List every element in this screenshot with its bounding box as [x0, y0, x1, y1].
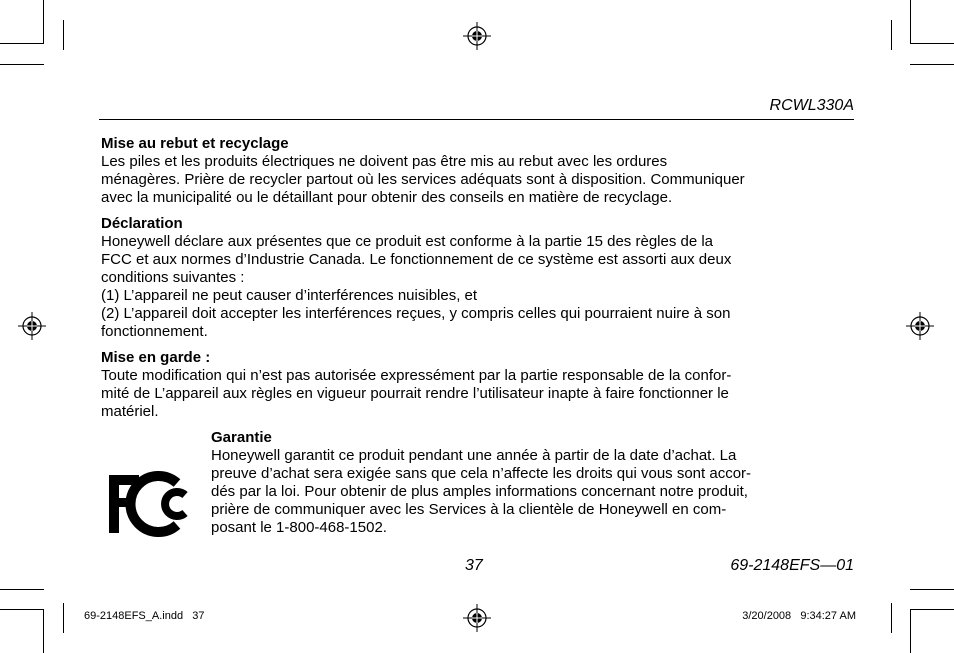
date-slug: 3/20/2008 9:34:27 AM [742, 610, 856, 622]
text-line: ménagères. Prière de recycler partout où les services adéquats sont à disposition. Communiquer [101, 171, 745, 188]
crop-mark [0, 64, 44, 65]
crop-mark [43, 609, 44, 653]
text-line: Toute modification qui n’est pas autorisée expressément par la partie responsable de la confor- [101, 367, 732, 384]
crop-mark [891, 20, 892, 50]
text-line: FCC et aux normes d’Industrie Canada. Le fonctionnement de ce système est assorti aux deux [101, 251, 732, 268]
section-declaration [101, 215, 861, 341]
text-line: (1) L’appareil ne peut causer d’interférences nuisibles, et [101, 287, 478, 304]
page-content [101, 135, 861, 547]
text-line: conditions suivantes : [101, 269, 245, 286]
registration-mark-icon [463, 604, 491, 632]
section-disposal [101, 135, 861, 207]
registration-mark-icon [906, 312, 934, 340]
text-line: avec la municipalité ou le détaillant pour obtenir des conseils en matière de recyclage. [101, 189, 673, 206]
file-slug: 69-2148EFS_A.indd 37 [84, 610, 205, 622]
section-heading: Garantie [211, 429, 272, 446]
crop-mark [910, 0, 911, 44]
crop-mark [0, 589, 44, 590]
text-line: preuve d’achat sera exigée sans que cela n’affecte les droits qui vous sont accor- [211, 465, 752, 482]
warranty-text [211, 429, 861, 537]
text-line: Les piles et les produits électriques ne doivent pas être mis au rebut avec les ordures [101, 153, 668, 170]
crop-mark [891, 603, 892, 633]
text-line: matériel. [101, 403, 159, 420]
document-number: 69-2148EFS—01 [730, 557, 854, 574]
crop-mark [910, 609, 911, 653]
section-heading: Mise en garde : [101, 349, 211, 366]
page-number: 37 [465, 557, 483, 574]
crop-mark [63, 603, 64, 633]
crop-mark [63, 20, 64, 50]
fcc-logo-icon [107, 469, 197, 539]
registration-mark-icon [463, 22, 491, 50]
text-line: prière de communiquer avec les Services à la clientèle de Honeywell en com- [211, 501, 727, 518]
text-line: posant le 1-800-468-1502. [211, 519, 387, 536]
section-heading: Mise au rebut et recyclage [101, 135, 289, 152]
section-warranty [101, 429, 861, 547]
model-number: RCWL330A [769, 97, 854, 114]
section-heading: Déclaration [101, 215, 183, 232]
header-rule [99, 119, 854, 120]
text-line: Honeywell déclare aux présentes que ce produit est conforme à la partie 15 des règles de la [101, 233, 714, 250]
crop-mark [910, 43, 954, 44]
text-line: dés par la loi. Pour obtenir de plus amples informations concernant notre produit, [211, 483, 748, 500]
text-line: Honeywell garantit ce produit pendant une année à partir de la date d’achat. La [211, 447, 737, 464]
text-line: fonctionnement. [101, 323, 208, 340]
crop-mark [0, 43, 44, 44]
crop-mark [910, 589, 954, 590]
crop-mark [910, 609, 954, 610]
crop-mark [0, 609, 44, 610]
text-line: (2) L’appareil doit accepter les interférences reçues, y compris celles qui pourraient nuire à son [101, 305, 731, 322]
crop-mark [43, 0, 44, 44]
text-line: mité de L’appareil aux règles en vigueur pourrait rendre l’utilisateur inapte à faire fonctionner le [101, 385, 729, 402]
crop-mark [910, 64, 954, 65]
section-caution [101, 349, 861, 421]
registration-mark-icon [18, 312, 46, 340]
